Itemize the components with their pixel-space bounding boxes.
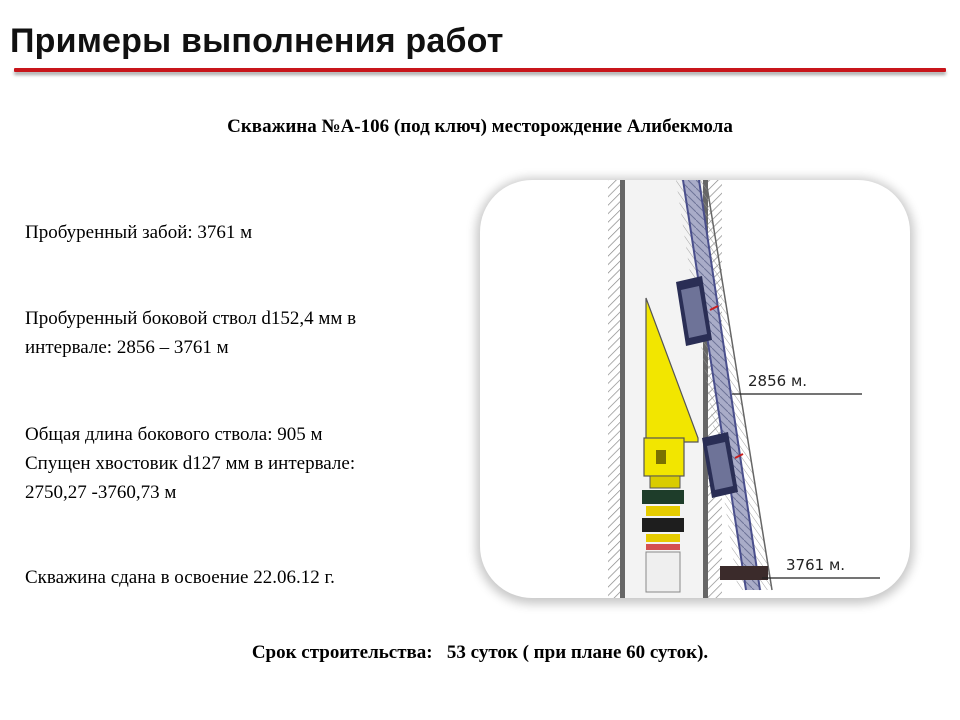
well-schematic-frame: [480, 180, 910, 598]
handover-line: Скважина сдана в освоение 22.06.12 г.: [25, 567, 335, 588]
drilled-depth-text: [25, 218, 465, 247]
depth-label-top: 2856 м.: [748, 372, 808, 390]
well-schematic: [480, 180, 910, 598]
construction-period-value: 53 суток ( при плане 60 суток).: [446, 642, 709, 663]
drilled-depth-line: Пробуренный забой: 3761 м: [25, 222, 253, 243]
sidetrack-line-1: Пробуренный боковой ствол d152,4 мм в: [25, 308, 357, 329]
liner-line-1: Спущен хвостовик d127 мм в интервале:: [25, 453, 356, 474]
depth-marker-bottom: [762, 556, 880, 578]
handover-text: [25, 563, 465, 592]
sidetrack-text: [25, 304, 465, 362]
total-length-line: Общая длина бокового ствола: 905 м: [25, 424, 323, 445]
construction-period: [0, 642, 960, 664]
well-subtitle: Скважина №А-106 (под ключ) месторождение Алибекмола: [227, 116, 733, 137]
depth-label-bottom: 3761 м.: [786, 556, 846, 574]
slide-title: Примеры выполнения работ: [10, 22, 504, 60]
sidetrack-line-2: интервале: 2856 – 3761 м: [25, 337, 229, 358]
depth-marker-top: [732, 372, 862, 394]
construction-period-label: Срок строительства:: [251, 642, 433, 663]
title-underline: [14, 68, 946, 72]
liner-text: [25, 420, 465, 507]
liner-line-2: 2750,27 -3760,73 м: [25, 482, 177, 503]
